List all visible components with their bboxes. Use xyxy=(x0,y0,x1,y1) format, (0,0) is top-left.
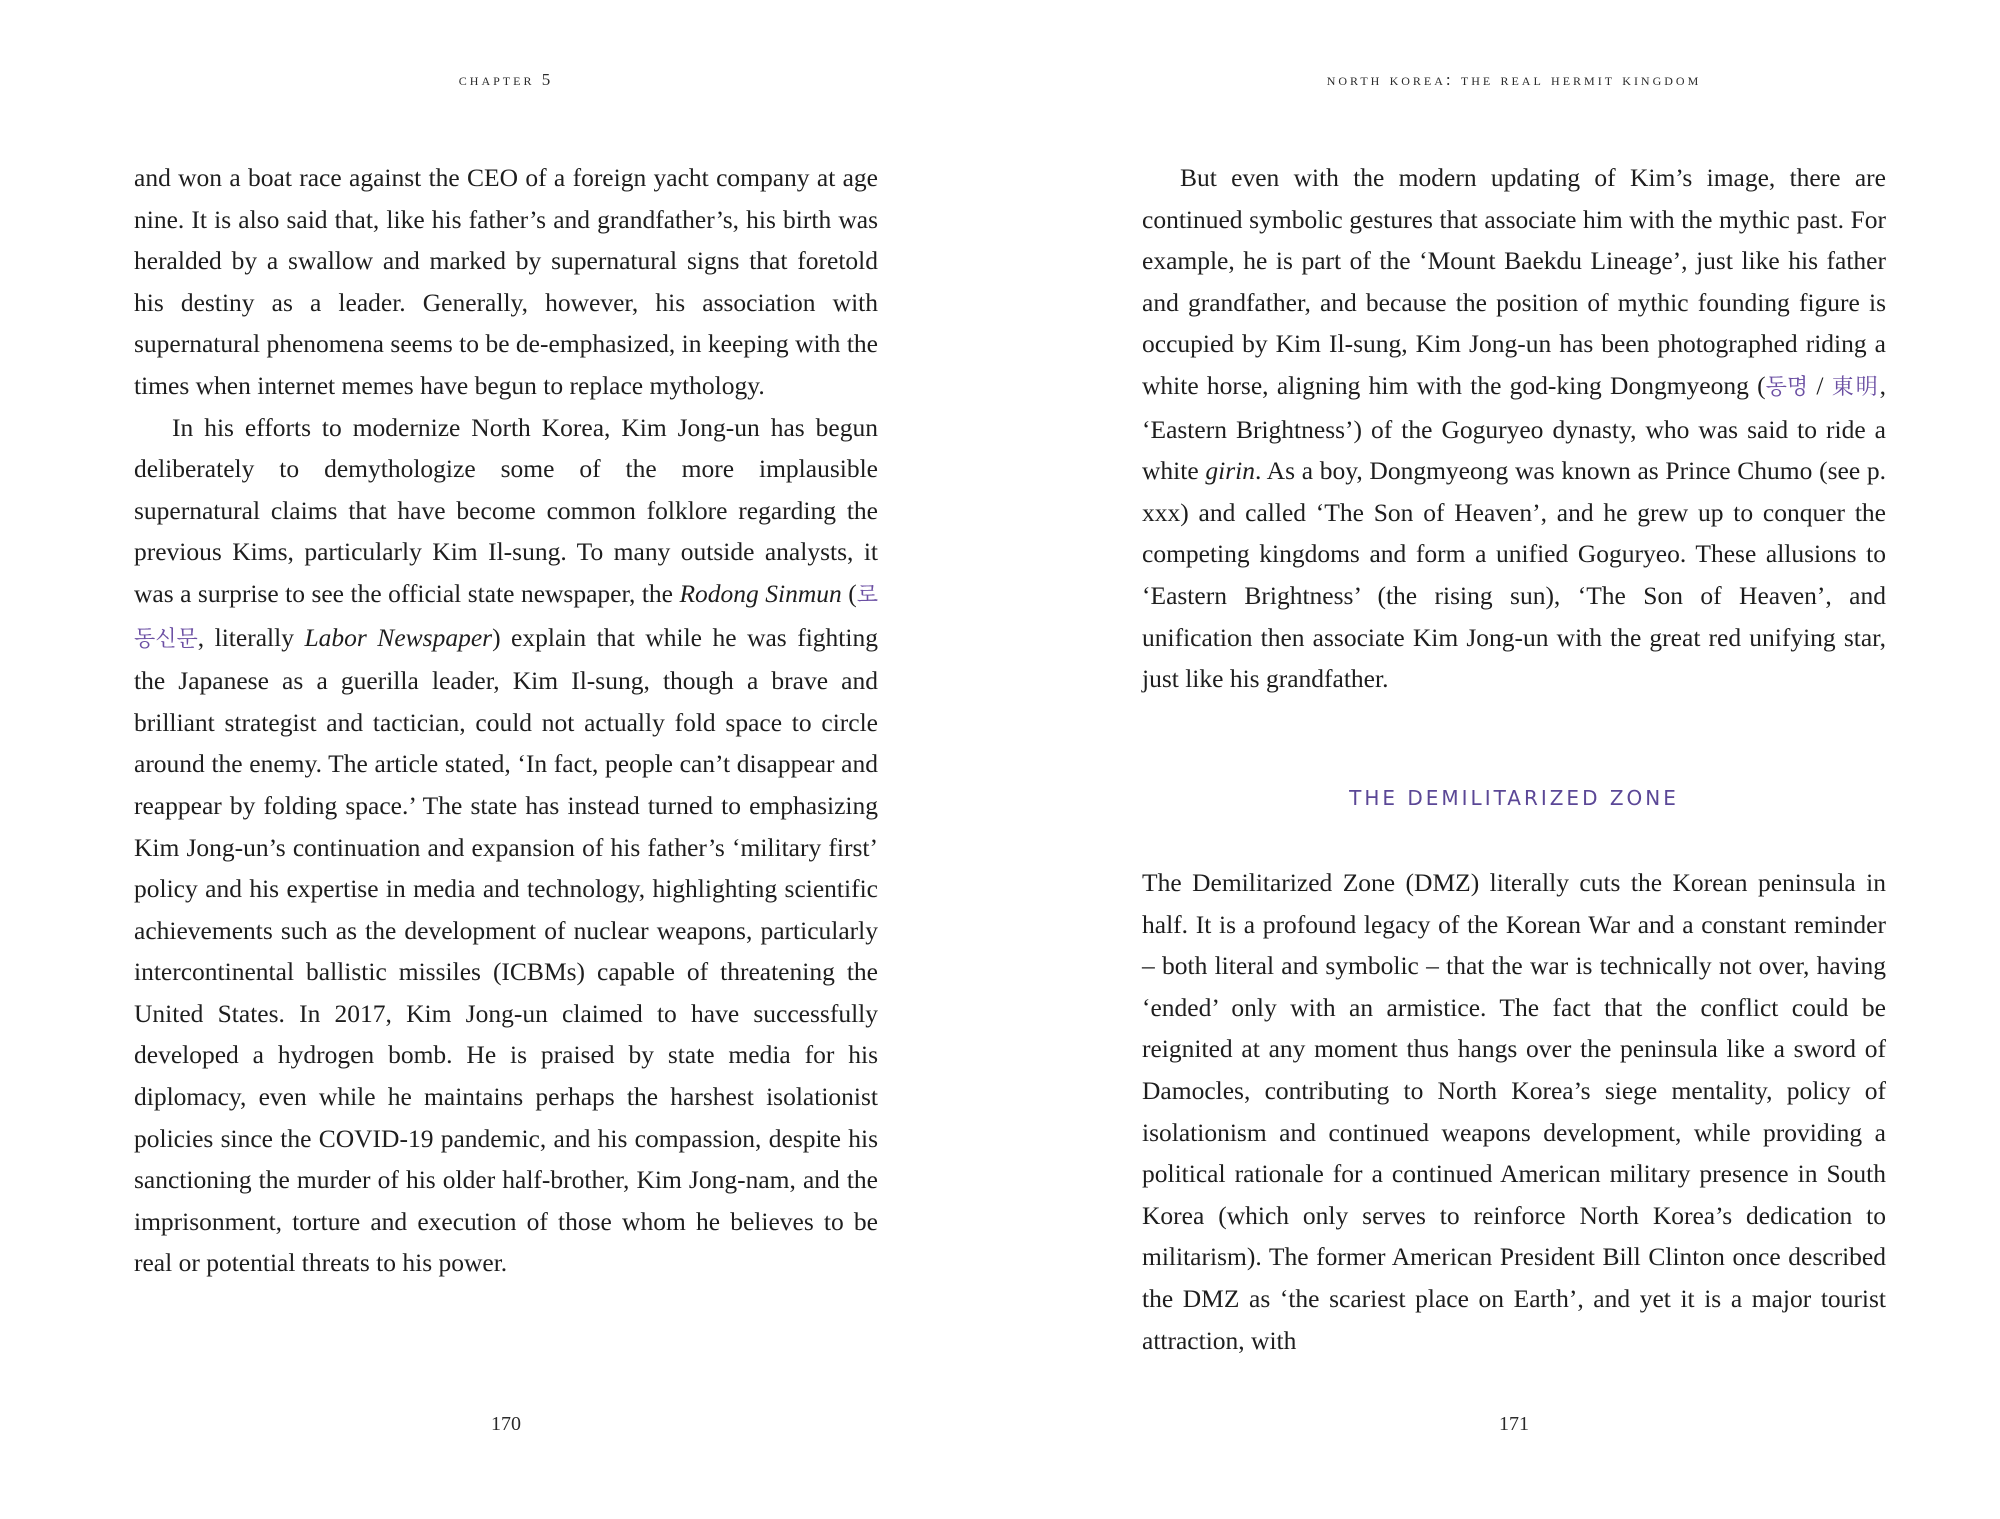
running-head-left: chapter 5 xyxy=(458,70,554,89)
right-paragraph-1 xyxy=(1142,157,1886,700)
text-run: ) explain that while he was fighting the Japanese as a guerilla leader, Kim Il-sung, though a brave and brilliant strategist and tactician, could not actually fold space to circle around the enemy. The article stated, ‘In fact, people can’t disappear and reappear by folding space.’ The state has instead turned to emphasizing Kim Jong-un’s continuation and expansion of his father’s ‘military first’ policy and his expertise in media and technology, highlighting scientific achievements such as the development of nuclear weapons, particularly intercontinental ballistic missiles (ICBMs) capable of threatening the United States. In 2017, Kim Jong-un claimed to have successfully developed a hydrogen bomb. He is praised by state media for his diplomacy, even while he maintains perhaps the harshest isolationist policies since the COVID-19 pandemic, and his compassion, despite his sanctioning the murder of his older half-brother, Kim Jong-nam, and the imprisonment, torture and execution of those whom he believes to be real or potential threats to his power. xyxy=(134,622,878,1278)
left-body-text xyxy=(134,157,878,1284)
right-body-text xyxy=(1142,157,1886,700)
text-run: , literally xyxy=(197,622,305,652)
text-run: ( xyxy=(841,578,857,608)
text-run: / xyxy=(1808,370,1832,400)
text-run: . As a boy, Dongmyeong was known as Prince Chumo (see p. xxx) and called ‘The Son of Heaven’, and he grew up to conquer the competing kingdoms and form a unified Goguryeo. These allusions to ‘Eastern Brightness’ (the rising sun), ‘The Son of Heaven’, and unification then associate Kim Jong-un with the great red unifying star, just like his grandfather. xyxy=(1142,456,1887,694)
italic-labor-newspaper: Labor Newspaper xyxy=(304,622,493,652)
hanja-term-dongmyeong: 東明 xyxy=(1831,374,1880,400)
korean-term-rodong-sinmun: 로동신문 xyxy=(134,582,878,652)
page-number-left: 170 xyxy=(491,1413,521,1435)
italic-title-rodong-sinmun: Rodong Sinmun xyxy=(679,578,842,608)
left-paragraph-2 xyxy=(134,407,878,1284)
text-run: But even with the modern updating of Kim’s image, there are continued symbolic gestures that associate him with the mythic past. For example, he is part of the ‘Mount Baekdu Lineage’, just like his father and grandfather, and because the position of mythic founding figure is occupied by Kim Il-sung, Kim Jong-un has been photographed riding a white horse, aligning him with the god-king Dongmyeong ( xyxy=(1142,163,1886,400)
italic-girin: girin xyxy=(1205,456,1255,486)
text-run: In his efforts to modernize North Korea, Kim Jong-un has begun deliberately to demythologize some of the more implausible supernatural claims that have become common folklore regarding the previous Kims, particularly Kim Il-sung. To many outside analysts, it was a surprise to see the official state newspaper, the xyxy=(134,412,878,608)
right-page xyxy=(1000,0,2000,1519)
page-number-right: 171 xyxy=(1499,1413,1529,1435)
left-paragraph-1: and won a boat race against the CEO of a foreign yacht company at age nine. It is also said that, like his father’s and grandfather’s, his birth was heralded by a swallow and marked by supernatural signs that foretold his destiny as a leader. Generally, however, his association with supernatural phenomena seems to be de-emphasized, in keeping with the times when internet memes have begun to replace mythology. xyxy=(134,163,878,400)
right-paragraph-2: The Demilitarized Zone (DMZ) literally cuts the Korean peninsula in half. It is a profound legacy of the Korean War and a constant reminder – both literal and symbolic – that the war is technically not over, having ‘ended’ only with an armistice. The fact that the conflict could be reignited at any moment thus hangs over the peninsula like a sword of Damocles, contributing to North Korea’s siege mentality, policy of isolationism and continued weapons development, while providing a political rationale for a continued American military presence in South Korea (which only serves to reinforce North Korea’s dedication to militarism). The former American President Bill Clinton once described the DMZ as ‘the scariest place on Earth’, and yet it is a major tourist attraction, with xyxy=(1142,868,1886,1355)
korean-term-dongmyeong: 동명 xyxy=(1765,374,1809,400)
section-body-dmz xyxy=(1142,862,1886,1361)
running-head-right: north korea: the real hermit kingdom xyxy=(1326,70,1702,89)
section-heading-dmz: THE DEMILITARIZED ZONE xyxy=(1349,786,1679,810)
text-run: , ‘Eastern Brightness’) of the Goguryeo dynasty, who was said to ride a white xyxy=(1142,370,1886,486)
